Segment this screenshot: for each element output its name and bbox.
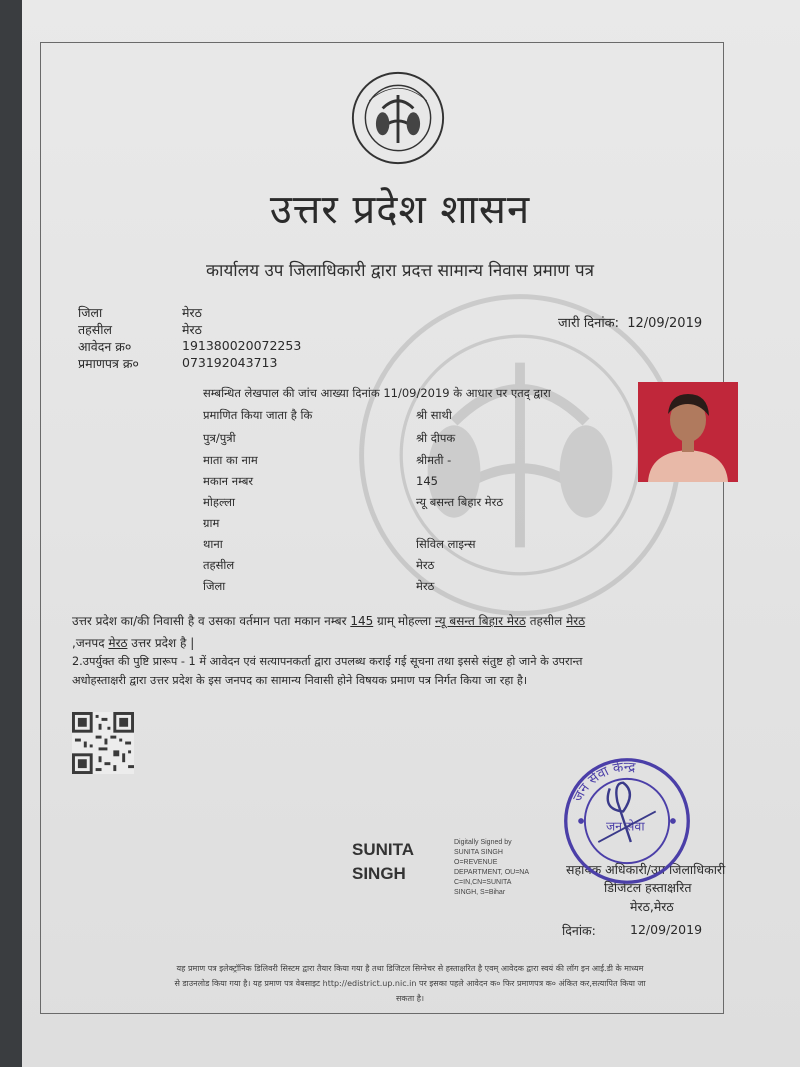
text-segment: तहसील [525,614,567,628]
signature-line: SUNITA SINGH [454,849,503,856]
application-number-label: आवेदन क्र० [78,339,132,354]
officer-designation: सहायक अधिकारी/उप जिलाधिकारी [566,862,726,877]
text-segment: ग्राम् मोहल्ला [373,614,436,628]
certificate-number-value: 073192043713 [182,355,278,370]
qr-code-icon [72,712,134,774]
watermark-emblem-icon [355,290,685,620]
signer-name-line: SUNITA [352,840,415,859]
footer-note-line: से डाउनलोड किया गया है। यह प्रमाण पत्र वेबसाइट http://edistrict.up.nic.in पर इसका पहले आवेदन क० फिर प्रमाणपत्र क० अंकित कर,सत्यापित किया जा [174,979,646,988]
office-date-value: 12/09/2019 [630,922,703,937]
text-segment: ,जनपद [72,636,109,650]
signature-line: Digitally Signed by [454,839,512,846]
tehsil: मेरठ [566,614,586,628]
residence-statement-line [72,634,194,651]
detail-value: 145 [416,474,438,488]
locality: न्यू बसन्त बिहार मेरठ [435,614,526,628]
text-segment: उत्तर प्रदेश है | [127,636,195,650]
text-segment: उत्तर प्रदेश का/की निवासी है व उसका वर्तमान पता मकान नम्बर [72,614,351,628]
page-title: उत्तर प्रदेश शासन [269,187,531,233]
detail-label: मोहल्ला [203,495,235,509]
detail-label: पुत्र/पुत्री [203,431,236,445]
detail-label: माता का नाम [203,453,258,467]
state-emblem-icon [350,70,446,166]
detail-value: मेरठ [416,558,435,572]
district-label: जिला [78,305,103,320]
signer-name-line: SINGH [352,864,406,883]
svg-text:जन सेवा केन्द्र [571,759,637,804]
detail-label: जिला [203,579,226,593]
detail-label: ग्राम [203,516,220,530]
detail-value: श्री दीपक [416,431,456,445]
applicant-photo [638,382,738,482]
jan-seva-kendra-stamp-icon [560,754,694,888]
signature-line: SINGH, S=Bihar [454,889,506,896]
tehsil-label: तहसील [78,322,112,337]
district-value: मेरठ [182,305,202,320]
stamp-ring-text: जन सेवा केन्द्र [570,760,637,805]
application-number-value: 191380020072253 [182,338,302,353]
detail-label: तहसील [203,558,235,572]
applicant-portrait-icon [638,382,738,482]
certificate-subtitle: कार्यालय उप जिलाधिकारी द्वारा प्रदत्त सामान्य निवास प्रमाण पत्र [205,261,594,281]
office-date-label: दिनांक: [562,923,596,938]
tehsil-value: मेरठ [182,322,202,337]
detail-value: सिविल लाइन्स [416,537,476,551]
footer-note-line: सकता है। [395,994,424,1003]
digital-signature-details [454,838,529,898]
confirmation-line: अधोहस्ताक्षरी द्वारा उत्तर प्रदेश के इस जनपद का सामान्य निवासी होने विषयक प्रमाण पत्र निर्गत किया जा रहा है। [72,674,528,687]
signature-line: C=IN,CN=SUNITA [454,879,512,886]
issue-date [558,313,702,331]
verification-intro: सम्बन्धित लेखपाल की जांच आख्या दिनांक 11/09/2019 के आधार पर एतद् द्वारा [203,386,551,400]
stamp-center-text: जन सेवा [605,818,645,834]
issue-date-value: 12/09/2019 [627,316,703,331]
detail-label: मकान नम्बर [203,474,254,488]
district: मेरठ [108,636,128,650]
up-government-emblem [350,70,446,166]
detail-value: श्रीमती - [416,453,452,467]
house-number: 145 [350,614,374,628]
digitally-signed-note: डिजिटल हस्ताक्षरित [604,880,692,895]
detail-value: श्री साथी [416,408,452,422]
detail-label: थाना [203,537,223,551]
residence-statement-line [72,612,585,629]
signature-line: DEPARTMENT, OU=NA [454,869,530,876]
confirmation-line: 2.उपर्युक्त की पुष्टि प्रारूप - 1 में आवेदन एवं सत्यापनकर्ता द्वारा उपलब्ध कराई गई सूचना तथा इससे संतुष्ट हो जाने के उपरान्त [72,655,583,668]
issue-date-label: जारी दिनांक: [558,316,620,331]
detail-label: प्रमाणित किया जाता है कि [203,408,313,422]
detail-value: न्यू बसन्त बिहार मेरठ [416,495,504,509]
footer-note-line: यह प्रमाण पत्र इलेक्ट्रॉनिक डिलिवरी सिस्टम द्वारा तैयार किया गया है तथा डिजिटल सिग्नेचर से हस्ताक्षरित है एवम् आवेदक द्वारा स्वयं की लॉग इन आई.डी के माध्यम [176,964,644,973]
signature-line: O=REVENUE [454,859,498,866]
office-place: मेरठ,मेरठ [630,899,674,914]
detail-value: मेरठ [416,579,435,593]
certificate-number-label: प्रमाणपत्र क्र० [78,356,139,371]
